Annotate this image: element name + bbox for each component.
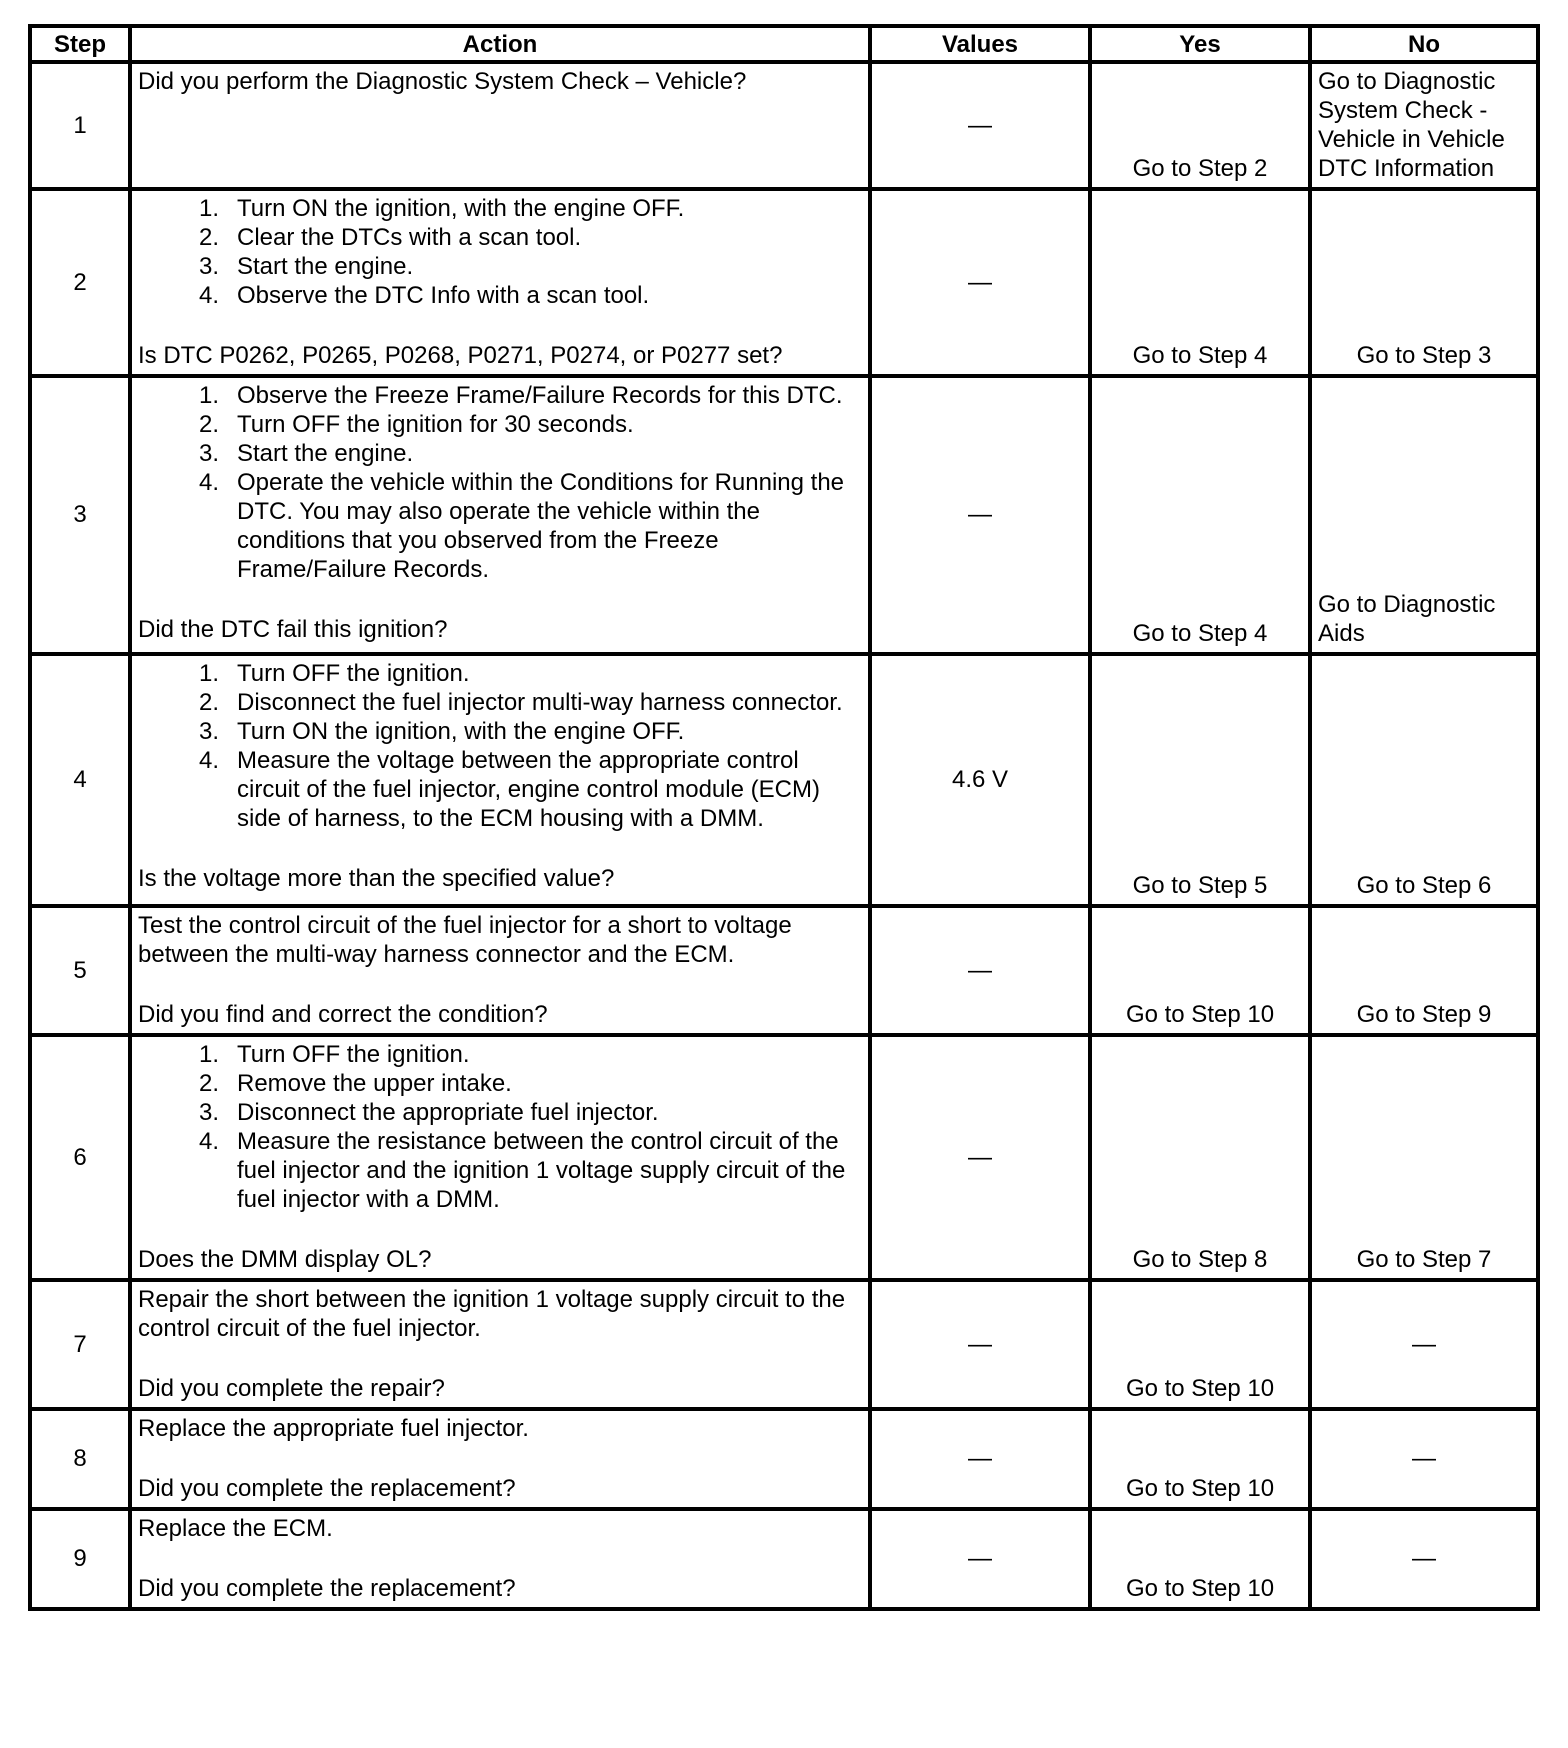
action-question: Did you find and correct the condition? (138, 1001, 548, 1028)
step-number: 6 (30, 1035, 130, 1280)
header-row (30, 26, 1538, 62)
diagnostic-steps-table (28, 24, 1540, 1611)
action-cell (130, 1409, 870, 1509)
table-row (30, 376, 1538, 654)
table-row (30, 1035, 1538, 1280)
yes-cell: Go to Step 10 (1090, 1409, 1310, 1509)
no-cell: Go to Step 7 (1310, 1035, 1538, 1280)
list-item: 1. Observe the Freeze Frame/Failure Records for this DTC. (198, 382, 843, 409)
action-list (138, 194, 862, 310)
value-cell: — (870, 1409, 1090, 1509)
value-cell: — (870, 1280, 1090, 1409)
no-cell: Go to Step 6 (1310, 654, 1538, 906)
table-row (30, 1509, 1538, 1609)
yes-cell: Go to Step 4 (1090, 376, 1310, 654)
no-cell: — (1310, 1509, 1538, 1609)
value-cell: — (870, 189, 1090, 376)
action-list (138, 1040, 862, 1214)
no-cell: — (1310, 1409, 1538, 1509)
yes-cell: Go to Step 10 (1090, 1509, 1310, 1609)
action-question: Did the DTC fail this ignition? (138, 616, 448, 643)
action-cell (130, 1035, 870, 1280)
yes-cell: Go to Step 5 (1090, 654, 1310, 906)
action-cell (130, 189, 870, 376)
list-item: 3. Turn ON the ignition, with the engine OFF. (198, 718, 685, 745)
no-cell: Go to Diagnostic Aids (1310, 376, 1538, 654)
value-cell: — (870, 376, 1090, 654)
list-item: 2. Remove the upper intake. (198, 1070, 512, 1097)
step-number: 5 (30, 906, 130, 1035)
list-item: 3. Start the engine. (198, 440, 414, 467)
table-row (30, 1409, 1538, 1509)
step-number: 4 (30, 654, 130, 906)
step-number: 7 (30, 1280, 130, 1409)
table-row (30, 62, 1538, 189)
action-text: Did you perform the Diagnostic System Check – Vehicle? (138, 68, 747, 95)
list-item: 1. Turn OFF the ignition. (198, 1041, 470, 1068)
table-row (30, 906, 1538, 1035)
value-cell: — (870, 62, 1090, 189)
list-item: 2. Clear the DTCs with a scan tool. (198, 224, 582, 251)
yes-cell: Go to Step 10 (1090, 906, 1310, 1035)
no-cell: Go to Step 9 (1310, 906, 1538, 1035)
action-text: Repair the short between the ignition 1 voltage supply circuit to the control circuit of the fuel injector. (138, 1286, 846, 1342)
header-values: Values (870, 26, 1090, 62)
list-item: 4. Observe the DTC Info with a scan tool. (198, 282, 650, 309)
yes-cell: Go to Step 4 (1090, 189, 1310, 376)
step-number: 2 (30, 189, 130, 376)
action-question: Is the voltage more than the specified value? (138, 865, 615, 892)
list-item: 4. Measure the resistance between the control circuit of the fuel injector and the ignition 1 voltage supply circuit of the fuel injector with a DMM. (198, 1128, 846, 1213)
action-text: Test the control circuit of the fuel injector for a short to voltage between the multi-way harness connector and the ECM. (138, 912, 792, 968)
step-number: 1 (30, 62, 130, 189)
action-text: Replace the ECM. (138, 1515, 333, 1542)
value-cell: — (870, 906, 1090, 1035)
action-cell (130, 62, 870, 189)
step-number: 8 (30, 1409, 130, 1509)
action-list (138, 659, 862, 833)
table-row (30, 189, 1538, 376)
yes-cell: Go to Step 8 (1090, 1035, 1310, 1280)
step-number: 3 (30, 376, 130, 654)
list-item: 2. Turn OFF the ignition for 30 seconds. (198, 411, 634, 438)
action-list (138, 381, 862, 584)
action-question: Did you complete the replacement? (138, 1575, 516, 1602)
header-yes: Yes (1090, 26, 1310, 62)
action-question: Does the DMM display OL? (138, 1246, 432, 1273)
list-item: 2. Disconnect the fuel injector multi-way harness connector. (198, 689, 843, 716)
step-number: 9 (30, 1509, 130, 1609)
header-step: Step (30, 26, 130, 62)
list-item: 3. Start the engine. (198, 253, 414, 280)
list-item: 1. Turn ON the ignition, with the engine OFF. (198, 195, 685, 222)
action-question: Is DTC P0262, P0265, P0268, P0271, P0274, or P0277 set? (138, 342, 783, 369)
value-cell: — (870, 1509, 1090, 1609)
action-text: Replace the appropriate fuel injector. (138, 1415, 529, 1442)
action-question: Did you complete the repair? (138, 1375, 445, 1402)
table-row (30, 1280, 1538, 1409)
action-cell (130, 376, 870, 654)
header-no: No (1310, 26, 1538, 62)
yes-cell: Go to Step 10 (1090, 1280, 1310, 1409)
value-cell: 4.6 V (870, 654, 1090, 906)
action-question: Did you complete the replacement? (138, 1475, 516, 1502)
action-cell (130, 1280, 870, 1409)
yes-cell: Go to Step 2 (1090, 62, 1310, 189)
no-cell: Go to Diagnostic System Check - Vehicle in Vehicle DTC Information (1310, 62, 1538, 189)
action-cell (130, 1509, 870, 1609)
no-cell: Go to Step 3 (1310, 189, 1538, 376)
list-item: 1. Turn OFF the ignition. (198, 660, 470, 687)
table-row (30, 654, 1538, 906)
header-action: Action (130, 26, 870, 62)
value-cell: — (870, 1035, 1090, 1280)
list-item: 4. Operate the vehicle within the Conditions for Running the DTC. You may also operate the vehicle within the conditions that you observed from the Freeze Frame/Failure Records. (198, 469, 845, 583)
no-cell: — (1310, 1280, 1538, 1409)
action-cell (130, 654, 870, 906)
diagnostic-table-document (28, 24, 1540, 1611)
action-cell (130, 906, 870, 1035)
list-item: 4. Measure the voltage between the appropriate control circuit of the fuel injector, engine control module (ECM) side of harness, to the ECM housing with a DMM. (198, 747, 820, 832)
list-item: 3. Disconnect the appropriate fuel injector. (198, 1099, 659, 1126)
